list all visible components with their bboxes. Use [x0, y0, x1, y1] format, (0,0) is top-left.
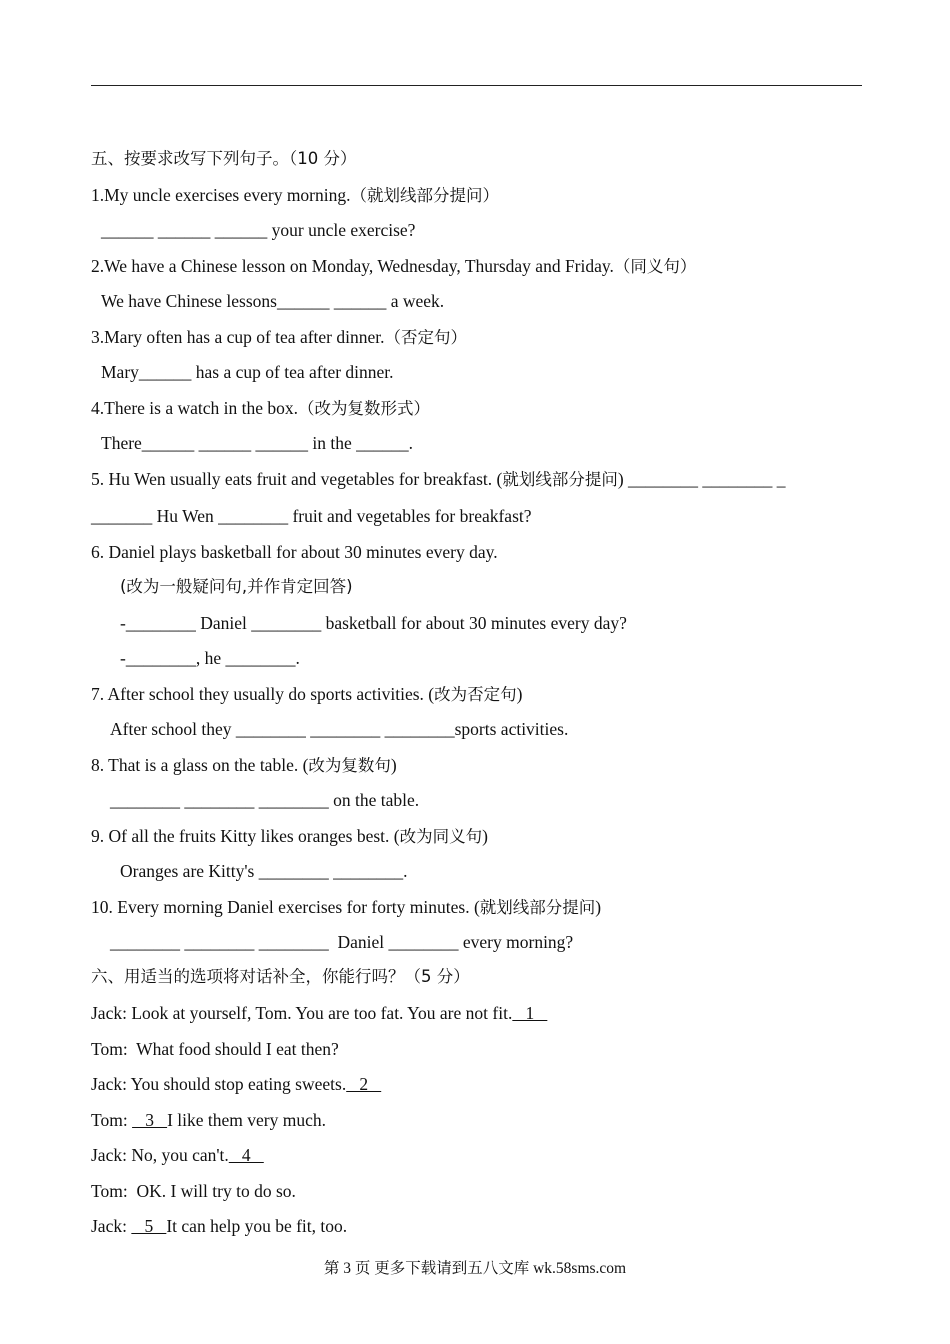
q4-answer: There______ ______ ______ in the ______.	[101, 433, 414, 453]
dialogue-line-1: Jack: Look at yourself, Tom. You are too fat. You are not fit. 1	[91, 1003, 548, 1023]
q6-stem: 6. Daniel plays basketball for about 30 minutes every day.	[91, 542, 498, 562]
q3-stem: 3.Mary often has a cup of tea after dinner.（否定句）	[91, 327, 467, 347]
q9-answer: Oranges are Kitty's ________ ________.	[120, 861, 408, 881]
q2-answer: We have Chinese lessons______ ______ a week.	[101, 291, 445, 311]
q5-answer: _______ Hu Wen ________ fruit and vegetables for breakfast?	[91, 506, 532, 526]
blank-5: 5	[131, 1216, 167, 1236]
blank-3: 3	[132, 1110, 168, 1130]
q5-stem: 5. Hu Wen usually eats fruit and vegetables for breakfast. (就划线部分提问) ________ ________ _	[91, 469, 786, 489]
q10-stem: 10. Every morning Daniel exercises for forty minutes. (就划线部分提问)	[91, 897, 602, 917]
q6-answer-2: -________, he ________.	[120, 648, 300, 668]
dialogue-line-4: Tom: 3 I like them very much.	[91, 1110, 326, 1130]
q8-answer: ________ ________ ________ on the table.	[110, 790, 420, 810]
page-footer: 第 3 页 更多下载请到五八文库 wk.58sms.com	[323, 1260, 627, 1277]
blank-2: 2	[346, 1074, 382, 1094]
section6-heading: 六、用适当的选项将对话补全，你能行吗？（5 分）	[91, 967, 470, 986]
q6-note: (改为一般疑问句,并作肯定回答)	[120, 577, 353, 596]
dialogue-line-7: Jack: 5 It can help you be fit, too.	[91, 1216, 348, 1236]
q3-answer: Mary______ has a cup of tea after dinner.	[101, 362, 394, 382]
q2-stem: 2.We have a Chinese lesson on Monday, Wednesday, Thursday and Friday.（同义句）	[91, 256, 697, 276]
q8-stem: 8. That is a glass on the table. (改为复数句)	[91, 755, 397, 775]
q1-stem: 1.My uncle exercises every morning.（就划线部分提问）	[91, 185, 500, 205]
dialogue-line-6: Tom: OK. I will try to do so.	[91, 1181, 296, 1201]
q1-answer: ______ ______ ______ your uncle exercise?	[101, 220, 416, 240]
blank-1: 1	[512, 1003, 548, 1023]
dialogue-line-2: Tom: What food should I eat then?	[91, 1039, 339, 1059]
section5-heading: 五、按要求改写下列句子。（10 分）	[91, 149, 357, 168]
blank-4: 4	[228, 1145, 264, 1165]
dialogue-line-3: Jack: You should stop eating sweets. 2	[91, 1074, 382, 1094]
q7-stem: 7. After school they usually do sports activities. (改为否定句)	[91, 684, 523, 704]
q6-answer-1: -________ Daniel ________ basketball for about 30 minutes every day?	[120, 613, 627, 633]
q4-stem: 4.There is a watch in the box.（改为复数形式）	[91, 398, 431, 418]
q9-stem: 9. Of all the fruits Kitty likes oranges best. (改为同义句)	[91, 826, 488, 846]
header-rule	[91, 85, 862, 86]
dialogue-line-5: Jack: No, you can't. 4	[91, 1145, 264, 1165]
q10-answer: ________ ________ ________ Daniel ________ every morning?	[110, 932, 574, 952]
q7-answer: After school they ________ ________ ________sports activities.	[110, 719, 569, 739]
